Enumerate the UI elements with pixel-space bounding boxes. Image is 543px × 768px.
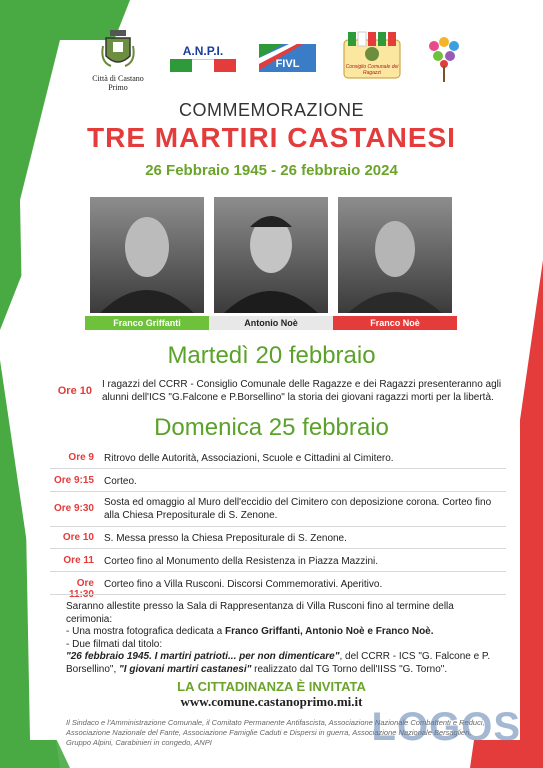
divider <box>50 594 506 595</box>
event-text: Corteo fino a Villa Rusconi. Discorsi Commemorativi. Aperitivo. <box>104 579 383 590</box>
event-text: Ritrovo delle Autorità, Associazioni, Scuole e Cittadini al Cimitero. <box>104 453 394 464</box>
notes-line2-names: Franco Griffanti, Antonio Noè e Franco Noè. <box>224 626 434 637</box>
film1-title: "26 febbraio 1945. I martiri patrioti... per non dimenticare" <box>66 651 340 662</box>
notes-line1: Saranno allestite presso la Sala di Rappresentanza di Villa Rusconi fino al termine della cerimonia: <box>66 601 454 625</box>
event-text: S. Messa presso la Chiesa Prepositurale di S. Zenone. <box>104 533 347 544</box>
ccr-label: Consiglio Comunale dei Ragazzi <box>345 64 399 76</box>
ccr-logo <box>340 30 404 85</box>
film2-credits: realizzato dal TG Torno dell'IISS "G. Torno". <box>251 663 448 675</box>
anpi-logo <box>170 44 236 72</box>
day1-event: I ragazzi del CCRR - Consiglio Comunale delle Ragazze e dei Ragazzi presenteranno agli alunni dell'ICS "G.Falcone e P.Borsellino" la storia dei giovani ragazzi morti per la libertà. <box>102 379 502 403</box>
anpi-label: A.N.P.I. <box>170 44 236 58</box>
event-text: Sosta ed omaggio al Muro dell'eccidio del Cimitero con deposizione corona. Corteo fino alla Chiesa Prepositurale di S. Zenone. <box>104 497 492 521</box>
website-link[interactable]: www.comune.castanoprimo.mi.it <box>180 694 363 709</box>
event-text: Corteo fino al Monumento della Resistenza in Piazza Mazzini. <box>104 556 379 567</box>
divider <box>50 548 506 549</box>
day1-heading: Martedì 20 febbraio <box>167 342 376 369</box>
notes <box>66 601 496 676</box>
organizers-text: Il Sindaco e l'Amministrazione Comunale, il Comitato Permanente Antifascista, Associazione Nazionale Combattenti e Reduci, Associazione Nazionale del Fante, Associazione Famiglie Caduti e Dispersi in guerra, Associazione Nazionale Bersaglieri, Gruppo Alpini, Carabinieri in congedo, ANPI <box>66 718 485 747</box>
anpi-white-band <box>192 59 214 73</box>
divider <box>50 468 506 469</box>
comune-caption: Città di Castano Primo <box>92 74 144 92</box>
dates: 26 Febbraio 1945 - 26 febbraio 2024 <box>145 162 398 179</box>
fivl-label: FIVL <box>275 58 300 70</box>
divider <box>50 491 506 492</box>
comune-logo <box>82 28 154 92</box>
film2-title: "I giovani martiri castanesi" <box>119 663 252 675</box>
page-title: TRE MARTIRI CASTANESI <box>87 122 456 153</box>
notes-line2-text: - Una mostra fotografica dedicata a <box>66 626 225 637</box>
notes-films <box>66 651 496 676</box>
anpi-green-band <box>170 59 192 72</box>
event-time: Ore 9:15 <box>53 475 94 486</box>
event-time: Ore <box>76 578 94 589</box>
film1-credits: , del CCRR - ICS "G. Falcone e P. Borsellino", <box>66 651 491 675</box>
event-time: Ore 9:30 <box>53 503 94 514</box>
event-time: Ore 10 <box>62 532 94 543</box>
day2-heading: Domenica 25 febbraio <box>154 414 389 441</box>
caption-franco-noe: Franco Noè <box>333 316 457 330</box>
photo-franco-griffanti <box>90 197 204 313</box>
notes-line2 <box>66 626 496 639</box>
notes-line3: - Due filmati dal titolo: <box>66 638 163 650</box>
photo-antonio-noe <box>214 197 328 313</box>
event-time: Ore 9 <box>68 452 94 463</box>
event-time: Ore 11 <box>63 555 94 566</box>
subtitle: COMMEMORAZIONE <box>179 100 364 120</box>
event-text: Corteo. <box>104 476 137 487</box>
fivl-logo <box>259 44 316 72</box>
day1-time: Ore 10 <box>57 385 92 397</box>
invitation: LA CITTADINANZA È INVITATA <box>177 679 366 694</box>
divider <box>50 571 506 572</box>
divider <box>50 526 506 527</box>
photo-franco-noe <box>338 197 452 313</box>
coat-of-arms-icon <box>101 28 135 72</box>
logos-watermark: LOGOS <box>371 705 521 749</box>
caption-franco-griffanti: Franco Griffanti <box>85 316 209 330</box>
caption-antonio-noe: Antonio Noè <box>209 316 333 330</box>
anpi-red-band <box>214 59 236 72</box>
school-logo <box>424 34 464 84</box>
